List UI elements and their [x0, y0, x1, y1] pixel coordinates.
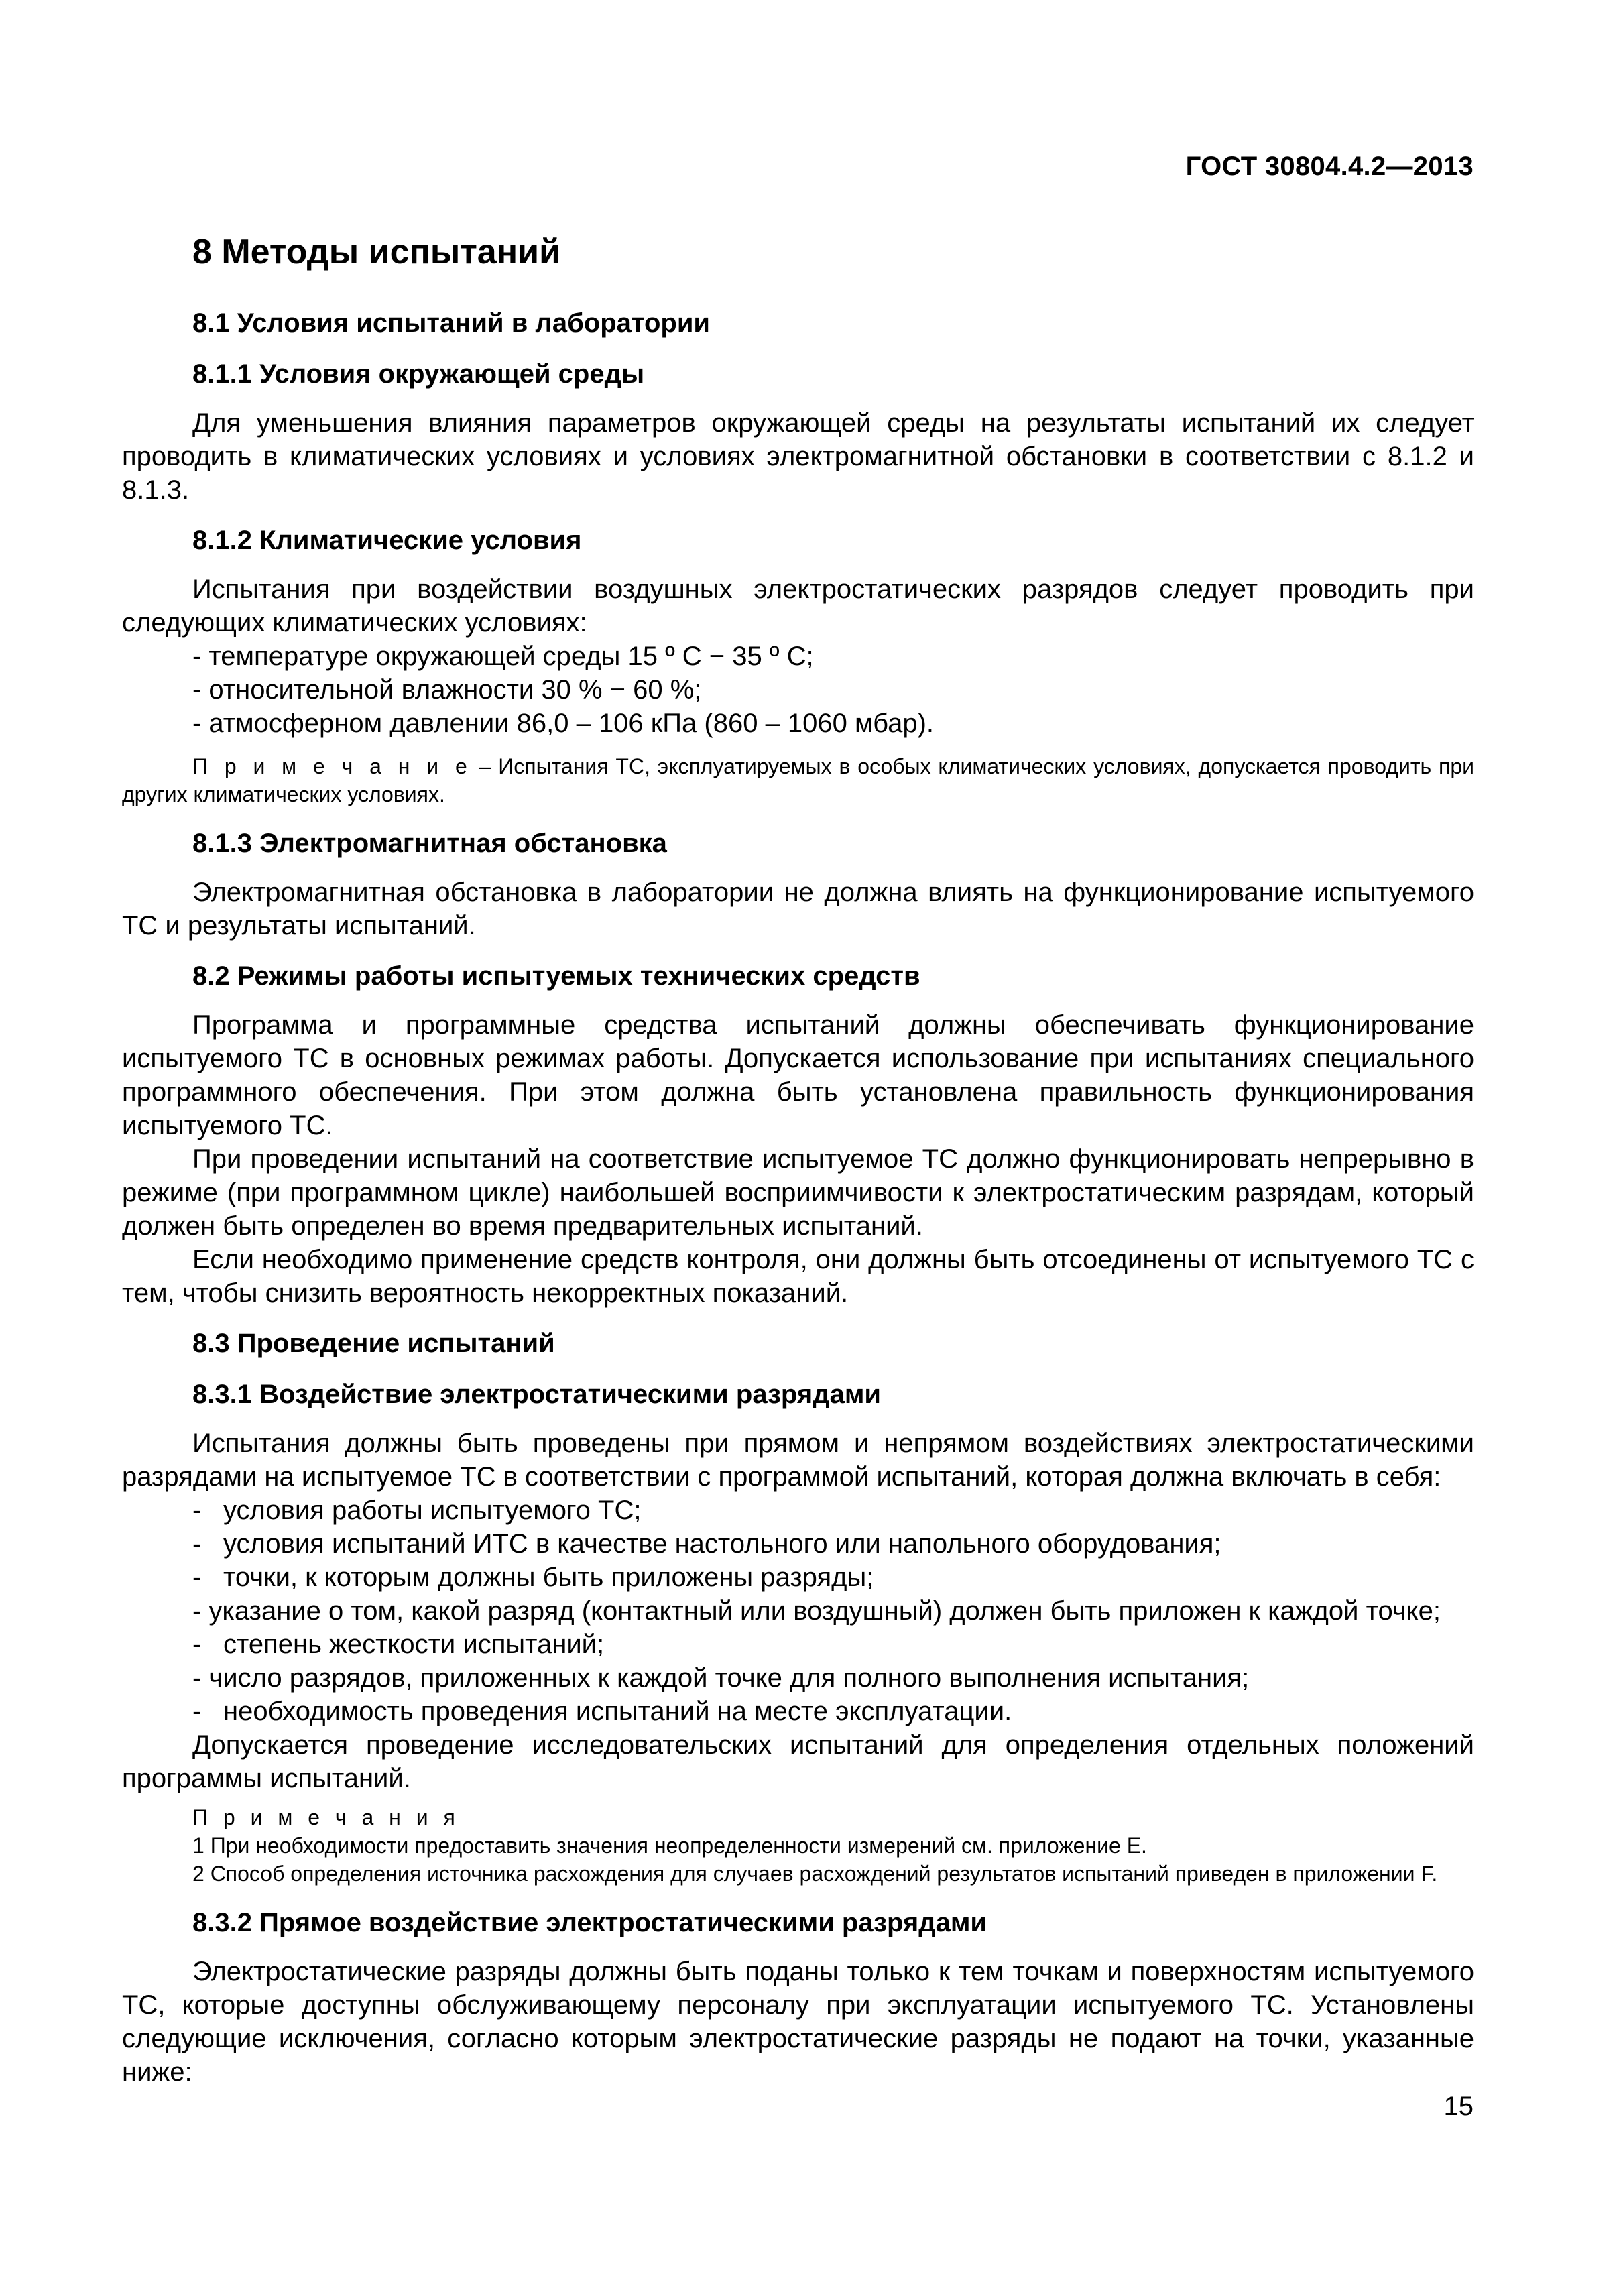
note-item: 1 При необходимости предоставить значения неопределенности измерений см. приложение Е. — [192, 1833, 1147, 1858]
paragraph-8-1-3: Электромагнитная обстановка в лаборатории не должна влиять на функционирование испытуемого ТС и результаты испытаний. — [122, 878, 1474, 941]
paragraph-8-3-2: Электростатические разряды должны быть поданы только к тем точкам и поверхностям испытуемого ТС, которые доступны обслуживающему персоналу при эксплуатации испытуемого ТС. Установлены следующие исключения, согласно которым электростатические разряды не подают на точки, указанные ниже: — [122, 1957, 1474, 2087]
notes-label: П р и м е ч а н и я — [192, 1805, 460, 1829]
subsection-8-1-title: 8.1 Условия испытаний в лаборатории — [192, 308, 711, 338]
list-item-text: - указание о том, какой разряд (контактный или воздушный) должен быть приложен к каждой точке; — [192, 1596, 1441, 1626]
subsection-8-1-3-title: 8.1.3 Электромагнитная обстановка — [192, 829, 667, 858]
list-item: - атмосферном давлении 86,0 – 106 кПа (860 – 1060 мбар). — [192, 709, 934, 738]
list-item-text: условия испытаний ИТС в качестве настольного или напольного оборудования; — [223, 1529, 1221, 1559]
list-item: - температуре окружающей среды 15 º С − 35 º С; — [192, 642, 814, 671]
subsection-8-3-title: 8.3 Проведение испытаний — [192, 1329, 555, 1358]
list-item-text: - число разрядов, приложенных к каждой точке для полного выполнения испытания; — [192, 1663, 1250, 1693]
paragraph-8-3-1: Испытания должны быть проведены при прямом и непрямом воздействиях электростатическими разрядами на испытуемое ТС в соответствии с программой испытаний, которая должна включать в себя: — [122, 1429, 1474, 1492]
list-dash: - — [192, 1630, 202, 1659]
subsection-8-3-2-title: 8.3.2 Прямое воздействие электростатическими разрядами — [192, 1908, 987, 1937]
list-dash: - — [192, 1529, 202, 1559]
list-item-text: необходимость проведения испытаний на месте эксплуатации. — [223, 1697, 1012, 1726]
list-item-text: точки, к которым должны быть приложены разряды; — [223, 1563, 874, 1592]
subsection-8-2-title: 8.2 Режимы работы испытуемых технических средств — [192, 961, 920, 991]
note-text: – Испытания ТС, эксплуатируемых в особых климатических условиях, допускается проводить при других климатических условиях. — [122, 754, 1475, 806]
list-item — [192, 1628, 1474, 1661]
list-dash: - — [192, 1697, 202, 1726]
list-item-text: степень жесткости испытаний; — [223, 1630, 605, 1659]
list-dash: - — [192, 1496, 202, 1525]
list-item: - относительной влажности 30 % − 60 %; — [192, 675, 702, 705]
paragraph-8-1-1: Для уменьшения влияния параметров окружающей среды на результаты испытаний их следует проводить в климатических условиях и условиях электромагнитной обстановки в соответствии с 8.1.2 и 8.1.3. — [122, 408, 1474, 505]
subsection-8-1-2-title: 8.1.2 Климатические условия — [192, 526, 582, 555]
paragraph-8-2-2: При проведении испытаний на соответствие испытуемое ТС должно функционировать непрерывно в режиме (при программном цикле) наибольшей восприимчивости к электростатическим разрядам, который должен быть определен во время предварительных испытаний. — [122, 1144, 1474, 1241]
note-item: 2 Способ определения источника расхождения для случаев расхождений результатов испытаний приведен в приложении F. — [192, 1862, 1438, 1886]
page-content — [122, 228, 1474, 2104]
list-item — [192, 1561, 1474, 1594]
paragraph-8-3-1-b: Допускается проведение исследовательских испытаний для определения отдельных положений программы испытаний. — [122, 1730, 1474, 1793]
list-item — [192, 1695, 1474, 1728]
page-number: 15 — [1443, 2092, 1474, 2121]
section-title: 8 Методы испытаний — [192, 233, 561, 271]
subsection-8-3-1-title: 8.3.1 Воздействие электростатическими разрядами — [192, 1380, 881, 1409]
standard-header: ГОСТ 30804.4.2—2013 — [1185, 152, 1474, 181]
list-item — [192, 1527, 1474, 1561]
list-dash: - — [192, 1563, 202, 1592]
note-8-1-2 — [122, 752, 1474, 808]
list-item — [192, 1494, 1474, 1527]
list-item — [192, 1661, 1474, 1695]
list-item-text: условия работы испытуемого ТС; — [223, 1496, 642, 1525]
paragraph-8-1-2: Испытания при воздействии воздушных электростатических разрядов следует проводить при следующих климатических условиях: — [122, 575, 1474, 638]
note-label: П р и м е ч а н и е — [192, 754, 472, 778]
subsection-8-1-1-title: 8.1.1 Условия окружающей среды — [192, 359, 645, 389]
list-item — [192, 1594, 1474, 1628]
paragraph-8-2-3: Если необходимо применение средств контроля, они должны быть отсоединены от испытуемого ТС с тем, чтобы снизить вероятность некорректных показаний. — [122, 1245, 1474, 1308]
paragraph-8-2-1: Программа и программные средства испытаний должны обеспечивать функционирование испытуемого ТС в основных режимах работы. Допускается использование при испытаниях специального программного обеспечения. При этом должна быть установлена правильность функционирования испытуемого ТС. — [122, 1010, 1474, 1140]
